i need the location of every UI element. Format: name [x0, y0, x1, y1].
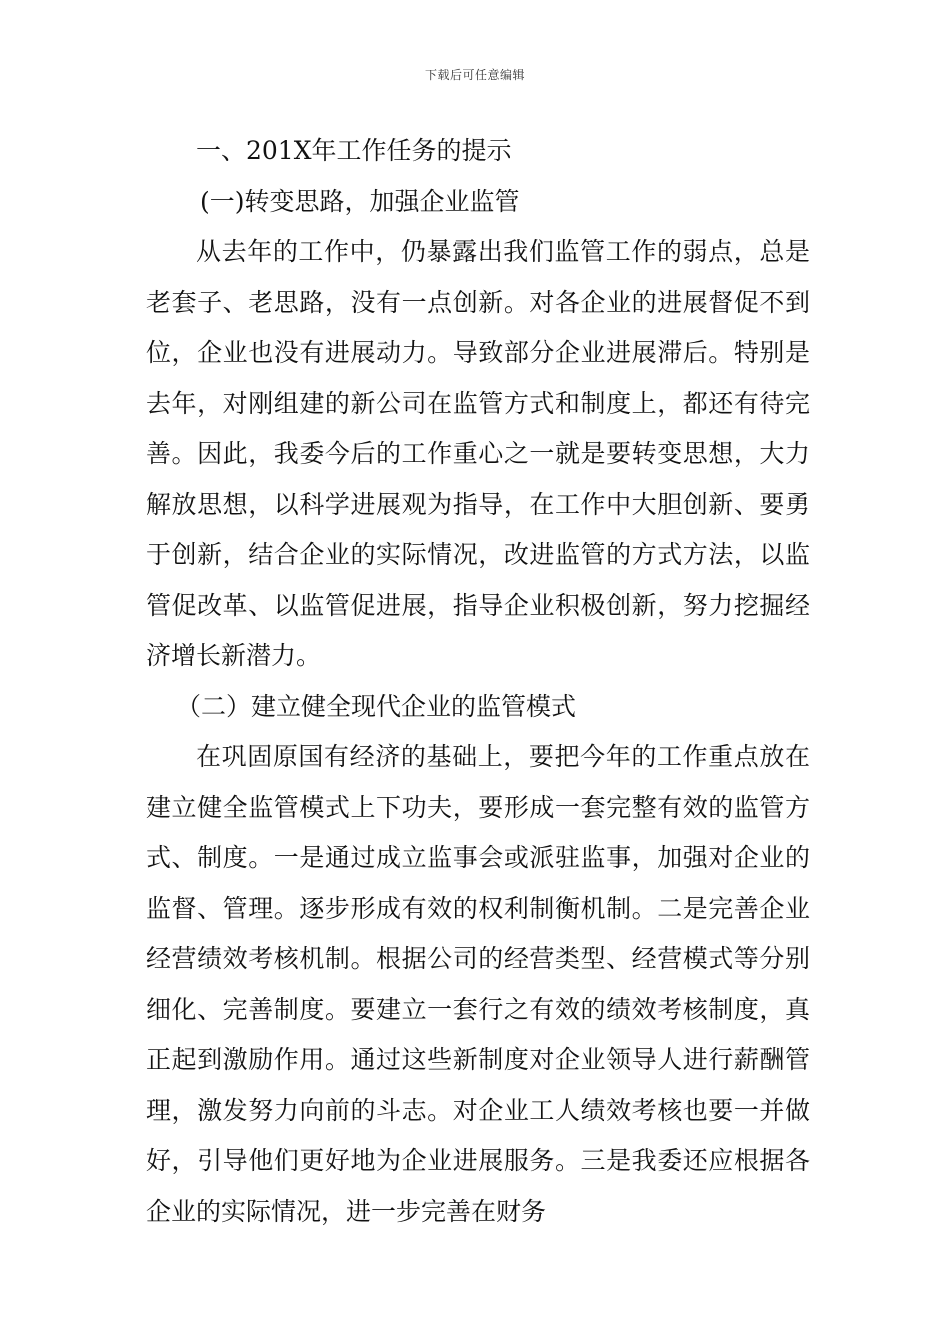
section-1-paragraph: 从去年的工作中，仍暴露出我们监管工作的弱点，总是老套子、老思路，没有一点创新。对各企业的进展督促不到位，企业也没有进展动力。导致部分企业进展滞后。特别是去年，对刚组建的新公司在监管方式和制度上，都还有待完善。因此，我委今后的工作重心之一就是要转变思想，大力解放思想，以科学进展观为指导，在工作中大胆创新、要勇于创新，结合企业的实际情况，改进监管的方式方法，以监管促改革、以监管促进展，指导企业积极创新，努力挖掘经济增长新潜力。 [146, 237, 810, 670]
page-header: 下载后可任意编辑 [424, 68, 525, 82]
section-1-title: (一)转变思路，加强企业监管 [200, 186, 520, 216]
section-2-title: （二）建立健全现代企业的监管模式 [176, 691, 577, 721]
heading-tasks: 一、201X年工作任务的提示 [196, 136, 512, 165]
section-2-paragraph: 在巩固原国有经济的基础上，要把今年的工作重点放在建立健全监管模式上下功夫，要形成一套完整有效的监管方式、制度。一是通过成立监事会或派驻监事，加强对企业的监督、管理。逐步形成有效的权利制衡机制。二是完善企业经营绩效考核机制。根据公司的经营类型、经营模式等分别细化、完善制度。要建立一套行之有效的绩效考核制度，真正起到激励作用。通过这些新制度对企业领导人进行薪酬管理，激发努力向前的斗志。对企业工人绩效考核也要一并做好，引导他们更好地为企业进展服务。三是我委还应根据各企业的实际情况，进一步完善在财务 [146, 742, 810, 1226]
document-body [146, 126, 810, 1237]
